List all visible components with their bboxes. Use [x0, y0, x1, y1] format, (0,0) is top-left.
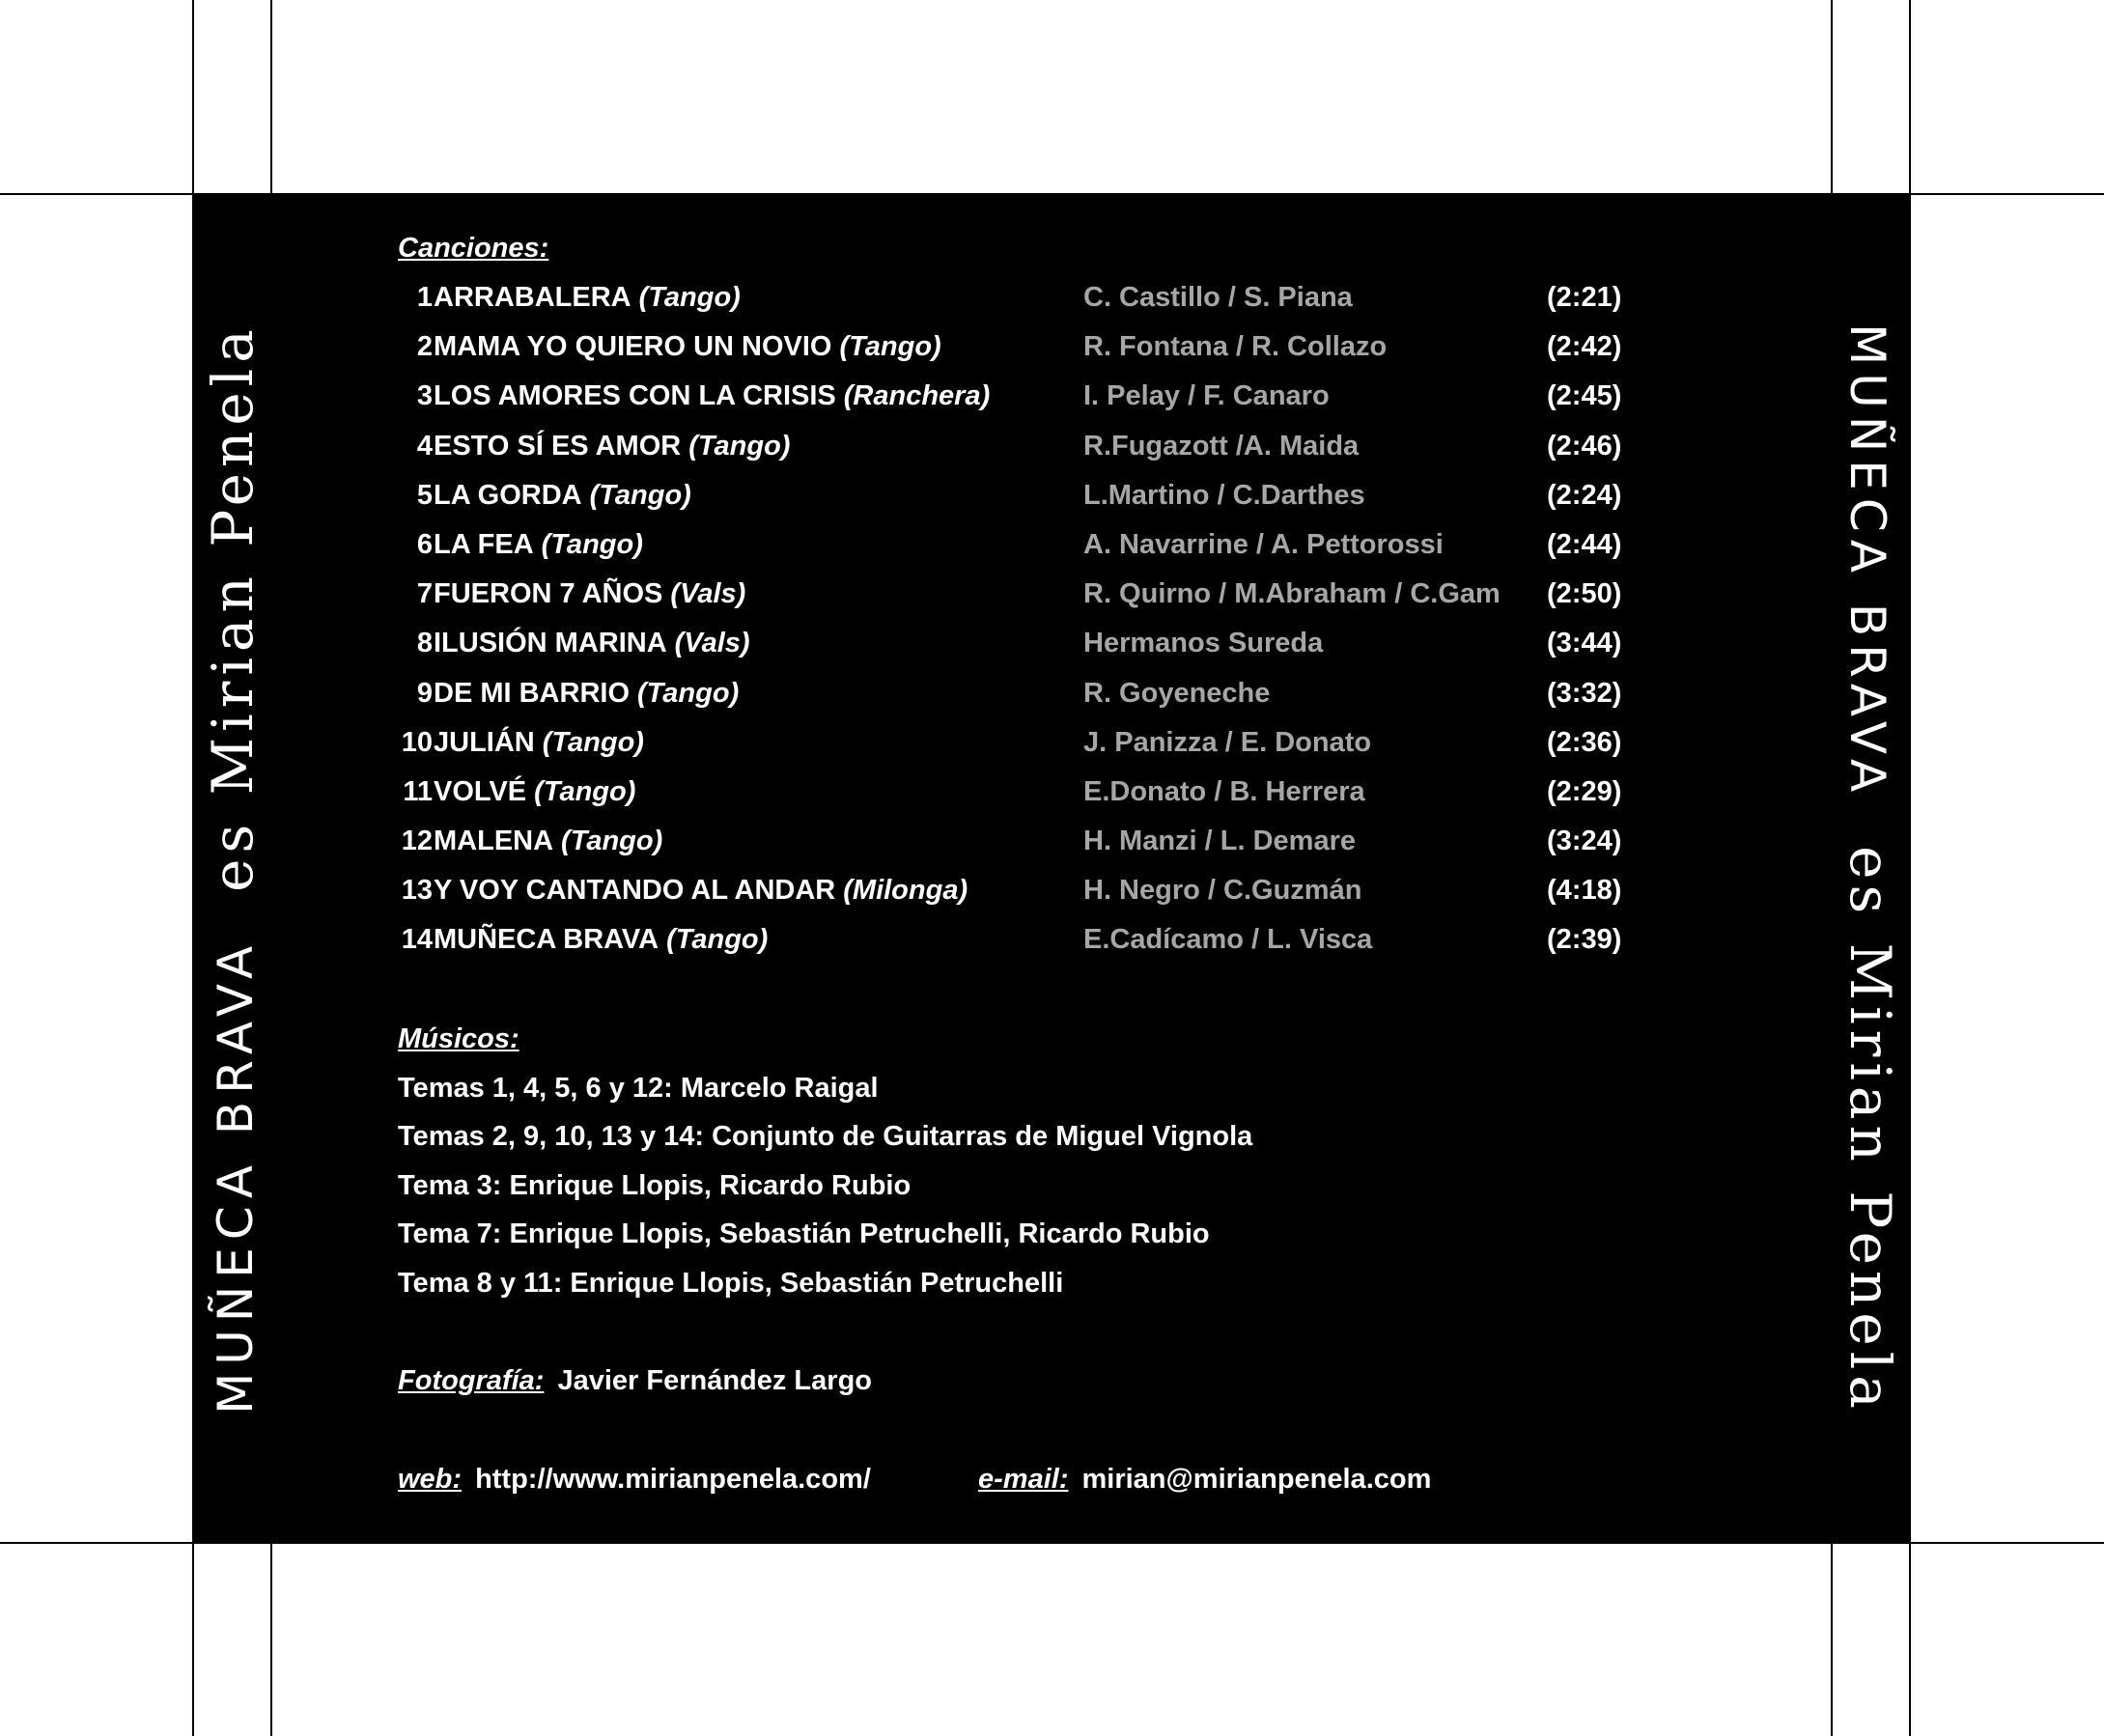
spine-right-brand: MUÑECA BRAVA	[1839, 322, 1895, 799]
track-duration: (2:42)	[1547, 331, 1622, 363]
musicians-heading: Músicos:	[398, 1022, 519, 1054]
track-number: 12	[401, 826, 433, 857]
musician-line: Tema 3: Enrique Llopis, Ricardo Rubio	[398, 1169, 912, 1201]
track-genre: (Tango)	[541, 528, 643, 560]
back-cover-content	[398, 224, 1750, 1504]
track-title	[434, 817, 662, 866]
contact-line	[398, 1455, 1750, 1504]
track-title-text: MUÑECA BRAVA	[434, 924, 659, 956]
track-list	[398, 273, 1750, 966]
track-number: 11	[403, 775, 433, 807]
track-duration: (3:44)	[1547, 628, 1622, 659]
track-title	[434, 471, 691, 520]
track-number: 3	[416, 380, 433, 412]
musician-line: Tema 7: Enrique Llopis, Sebastián Petruchelli, Ricardo Rubio	[398, 1218, 1210, 1250]
spine-left-artist: es Mirian Penela	[200, 322, 266, 892]
track-genre: (Tango)	[534, 775, 636, 807]
track-title	[434, 520, 643, 570]
web-link[interactable]: http://www.mirianpenela.com/	[475, 1464, 871, 1496]
track-composer: E.Donato / B. Herrera	[1083, 775, 1365, 807]
track-genre: (Tango)	[542, 726, 644, 758]
track-number: 6	[416, 528, 433, 560]
track-title-text: DE MI BARRIO	[434, 677, 630, 709]
spine-right-artist: es Mirian Penela	[1837, 845, 1903, 1414]
photography-value: Javier Fernández Largo	[557, 1365, 872, 1397]
track-composer: C. Castillo / S. Piana	[1083, 282, 1353, 313]
track-composer: Hermanos Sureda	[1083, 628, 1324, 659]
track-title-text: LA FEA	[434, 528, 534, 560]
track-duration: (2:24)	[1547, 479, 1622, 511]
track-row	[398, 520, 1750, 570]
track-row	[398, 422, 1750, 471]
track-genre: (Milonga)	[843, 875, 968, 907]
track-title	[434, 322, 941, 372]
spine-left-brand: MUÑECA BRAVA	[208, 938, 264, 1414]
track-row	[398, 669, 1750, 718]
track-row	[398, 570, 1750, 619]
track-row	[398, 619, 1750, 668]
track-genre: (Tango)	[688, 430, 791, 462]
track-row	[398, 471, 1750, 520]
track-title	[434, 422, 790, 471]
photography-credit	[398, 1357, 1750, 1406]
track-genre: (Tango)	[638, 282, 741, 313]
track-duration: (3:24)	[1547, 826, 1622, 857]
track-duration: (2:36)	[1547, 726, 1622, 758]
musician-line: Tema 8 y 11: Enrique Llopis, Sebastián Petruchelli	[398, 1267, 1064, 1299]
track-genre: (Vals)	[670, 578, 746, 610]
spine-right	[1832, 194, 1909, 1543]
track-genre: (Tango)	[637, 677, 740, 709]
track-composer: R.Fugazott /A. Maida	[1083, 430, 1360, 462]
musician-line: Temas 1, 4, 5, 6 y 12: Marcelo Raigal	[398, 1072, 879, 1104]
track-composer: J. Panizza / E. Donato	[1083, 726, 1372, 758]
track-duration: (2:29)	[1547, 775, 1622, 807]
web-label: web:	[398, 1464, 463, 1496]
track-number: 2	[416, 331, 433, 363]
track-title	[434, 669, 739, 718]
track-composer: R. Quirno / M.Abraham / C.Gam	[1083, 578, 1501, 610]
track-row	[398, 372, 1750, 421]
track-duration: (2:46)	[1547, 430, 1622, 462]
track-number: 14	[401, 924, 433, 956]
email-block	[978, 1455, 1431, 1504]
track-number: 1	[416, 282, 433, 313]
track-composer: H. Negro / C.Guzmán	[1083, 875, 1362, 907]
track-composer: E.Cadícamo / L. Visca	[1083, 924, 1373, 956]
track-row	[398, 817, 1750, 866]
track-title-text: ILUSIÓN MARINA	[434, 628, 667, 659]
track-number: 10	[401, 726, 433, 758]
track-genre: (Vals)	[674, 628, 750, 659]
spine-left-text	[200, 322, 266, 1414]
track-duration: (2:45)	[1547, 380, 1622, 412]
track-title	[434, 570, 745, 619]
email-label: e-mail:	[978, 1464, 1069, 1496]
track-row	[398, 273, 1750, 322]
musicians-list	[398, 1064, 1750, 1308]
track-genre: (Tango)	[561, 826, 663, 857]
track-title-text: LA GORDA	[434, 479, 582, 511]
track-genre: (Ranchera)	[843, 380, 991, 412]
track-title-text: Y VOY CANTANDO AL ANDAR	[434, 875, 836, 907]
track-row	[398, 768, 1750, 817]
track-duration: (2:21)	[1547, 282, 1622, 313]
track-title-text: MALENA	[434, 826, 554, 857]
track-number: 4	[416, 430, 433, 462]
track-title-text: FUERON 7 AÑOS	[434, 578, 663, 610]
track-title-text: MAMA YO QUIERO UN NOVIO	[434, 331, 832, 363]
track-number: 13	[401, 875, 433, 907]
track-genre: (Tango)	[666, 924, 769, 956]
track-genre: (Tango)	[839, 331, 941, 363]
track-title-text: LOS AMORES CON LA CRISIS	[434, 380, 836, 412]
track-title	[434, 372, 990, 421]
track-duration: (3:32)	[1547, 677, 1622, 709]
musician-line: Temas 2, 9, 10, 13 y 14: Conjunto de Guitarras de Miguel Vignola	[398, 1121, 1253, 1153]
track-row	[398, 322, 1750, 372]
track-title-text: VOLVÉ	[434, 775, 527, 807]
track-number: 5	[416, 479, 433, 511]
track-composer: H. Manzi / L. Demare	[1083, 826, 1357, 857]
track-title-text: JULIÁN	[434, 726, 535, 758]
track-duration: (2:50)	[1547, 578, 1622, 610]
track-composer: L.Martino / C.Darthes	[1083, 479, 1365, 511]
track-composer: A. Navarrine / A. Pettorossi	[1083, 528, 1444, 560]
track-composer: I. Pelay / F. Canaro	[1083, 380, 1330, 412]
email-link[interactable]: mirian@mirianpenela.com	[1081, 1464, 1432, 1496]
spine-right-text	[1837, 322, 1903, 1414]
track-title-text: ESTO SÍ ES AMOR	[434, 430, 682, 462]
track-title	[434, 915, 768, 965]
track-number: 9	[416, 677, 433, 709]
songs-heading: Canciones:	[398, 233, 549, 264]
track-row	[398, 915, 1750, 965]
track-composer: R. Goyeneche	[1083, 677, 1271, 709]
track-genre: (Tango)	[589, 479, 691, 511]
track-duration: (2:39)	[1547, 924, 1622, 956]
spine-left	[194, 194, 271, 1543]
track-composer: R. Fontana / R. Collazo	[1083, 331, 1388, 363]
track-row	[398, 866, 1750, 915]
track-title	[434, 718, 644, 768]
track-title-text: ARRABALERA	[434, 282, 631, 313]
track-row	[398, 718, 1750, 768]
track-number: 8	[416, 628, 433, 659]
track-title	[434, 619, 750, 668]
guide-line-right-outer	[1909, 0, 1911, 1736]
track-title	[434, 768, 635, 817]
track-duration: (2:44)	[1547, 528, 1622, 560]
track-number: 7	[416, 578, 433, 610]
photography-label: Fotografía:	[398, 1365, 545, 1397]
track-title	[434, 273, 741, 322]
track-title	[434, 866, 968, 915]
track-duration: (4:18)	[1547, 875, 1622, 907]
